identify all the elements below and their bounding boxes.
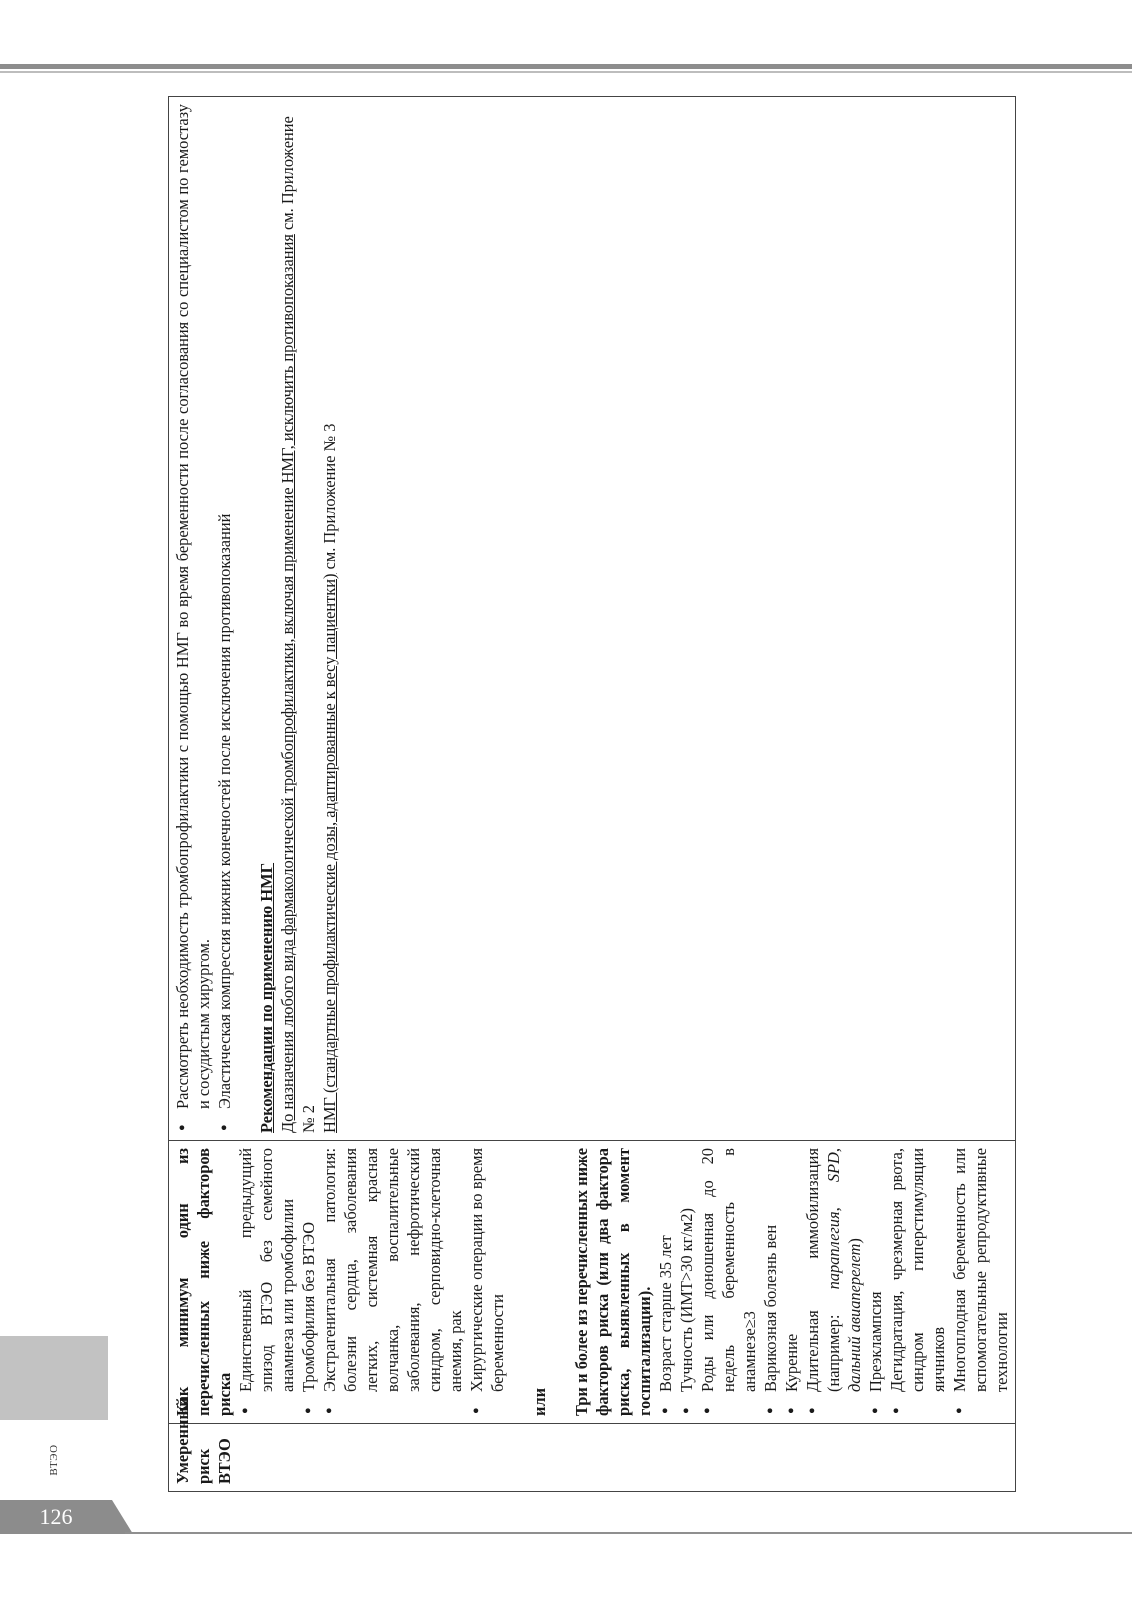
list-item: ● Тучность (ИМТ>30 кг/м2) xyxy=(676,1148,697,1416)
nmg-contraindications xyxy=(277,104,319,1133)
or-label: или xyxy=(530,1387,549,1416)
nmg-doses-text: НМГ (стандартные профилактические дозы, адаптированные к весу пациентки) xyxy=(320,573,339,1133)
list-item: ● Эластическая компрессия нижних конечностей после исключения противопоказаний xyxy=(214,104,235,1133)
nmg-heading: Рекомендации по применению НМГ xyxy=(257,862,276,1133)
immobilization-examples: параплегия, SPD, дальний авиаперелет xyxy=(824,1148,864,1392)
list-item: ● Курение xyxy=(781,1148,802,1416)
recommendations-list xyxy=(172,104,235,1133)
nmg-contraindications-text: До назначения любого вида фармакологической тромбопрофилактики, включая применение НМГ, исключить противопоказания xyxy=(278,234,297,1133)
immobilization-text: Длительная иммобилизация (например: xyxy=(803,1148,843,1392)
criteria-cell xyxy=(169,1141,1016,1424)
list-item: ● Единственный предыдущий эпизод ВТЭО без семейного анамнеза или тромбофилии xyxy=(235,1148,298,1416)
list-item-immobilization xyxy=(802,1148,865,1416)
table-row xyxy=(169,97,1016,1492)
risk-level-cell: Умеренный риск ВТЭО xyxy=(169,1424,1016,1492)
appendix-2-ref: см. Приложение № 2 xyxy=(278,116,318,1133)
header-rule-thick xyxy=(0,64,1132,69)
list-item: ● Хирургические операции во время беременности xyxy=(466,1148,508,1416)
page-number: 126 xyxy=(39,1504,73,1529)
group1-heading: Как минимум один из перечисленных ниже факторов риска xyxy=(173,1148,234,1416)
list-item: ● Дегидратация, чрезмерная рвота, синдром гиперстимуляции яичников xyxy=(886,1148,949,1416)
group2-heading: Три и более из перечисленных ниже факторов риска (или два фактора риска, выявленных в момент госпитализации). xyxy=(572,1148,654,1416)
recommendations-cell xyxy=(169,97,1016,1141)
list-item: ● Тромбофилия без ВТЭО xyxy=(298,1148,319,1416)
footer-rule xyxy=(125,1532,1132,1534)
group2-list xyxy=(655,1148,1012,1416)
list-item: ● Роды или доношенная до 20 недель беременность в анамнезе≥3 xyxy=(697,1148,760,1416)
list-item: ● Преэклампсия xyxy=(865,1148,886,1416)
appendix-3-ref: см. Приложение № 3 xyxy=(320,423,339,574)
nmg-doses xyxy=(319,104,340,1133)
list-item: ● Многоплодная беременность или вспомогательные репродуктивные технологии xyxy=(949,1148,1012,1416)
group1-list xyxy=(235,1148,508,1416)
list-item: ● Варикозная болезнь вен xyxy=(760,1148,781,1416)
list-item: ● Экстрагенитальная патология: болезни сердца, заболевания легких, системная красная волчанка, воспалительные заболевания, нефротический синдром, серповидно-клеточная анемия, рак xyxy=(319,1148,466,1416)
section-label: ВТЭО xyxy=(48,1444,60,1476)
risk-table-rotated xyxy=(168,96,1011,1492)
margin-tab-grey xyxy=(0,1336,108,1420)
list-item: ● Возраст старше 35 лет xyxy=(655,1148,676,1416)
risk-table xyxy=(168,96,1016,1492)
list-item: ● Рассмотреть необходимость тромбопрофилактики с помощью НМГ во время беременности после согласования со специалистом по гемостазу и сосудистым хирургом. xyxy=(172,104,214,1133)
header-rule-thin xyxy=(0,71,1132,73)
immobilization-close: ) xyxy=(845,1238,864,1244)
